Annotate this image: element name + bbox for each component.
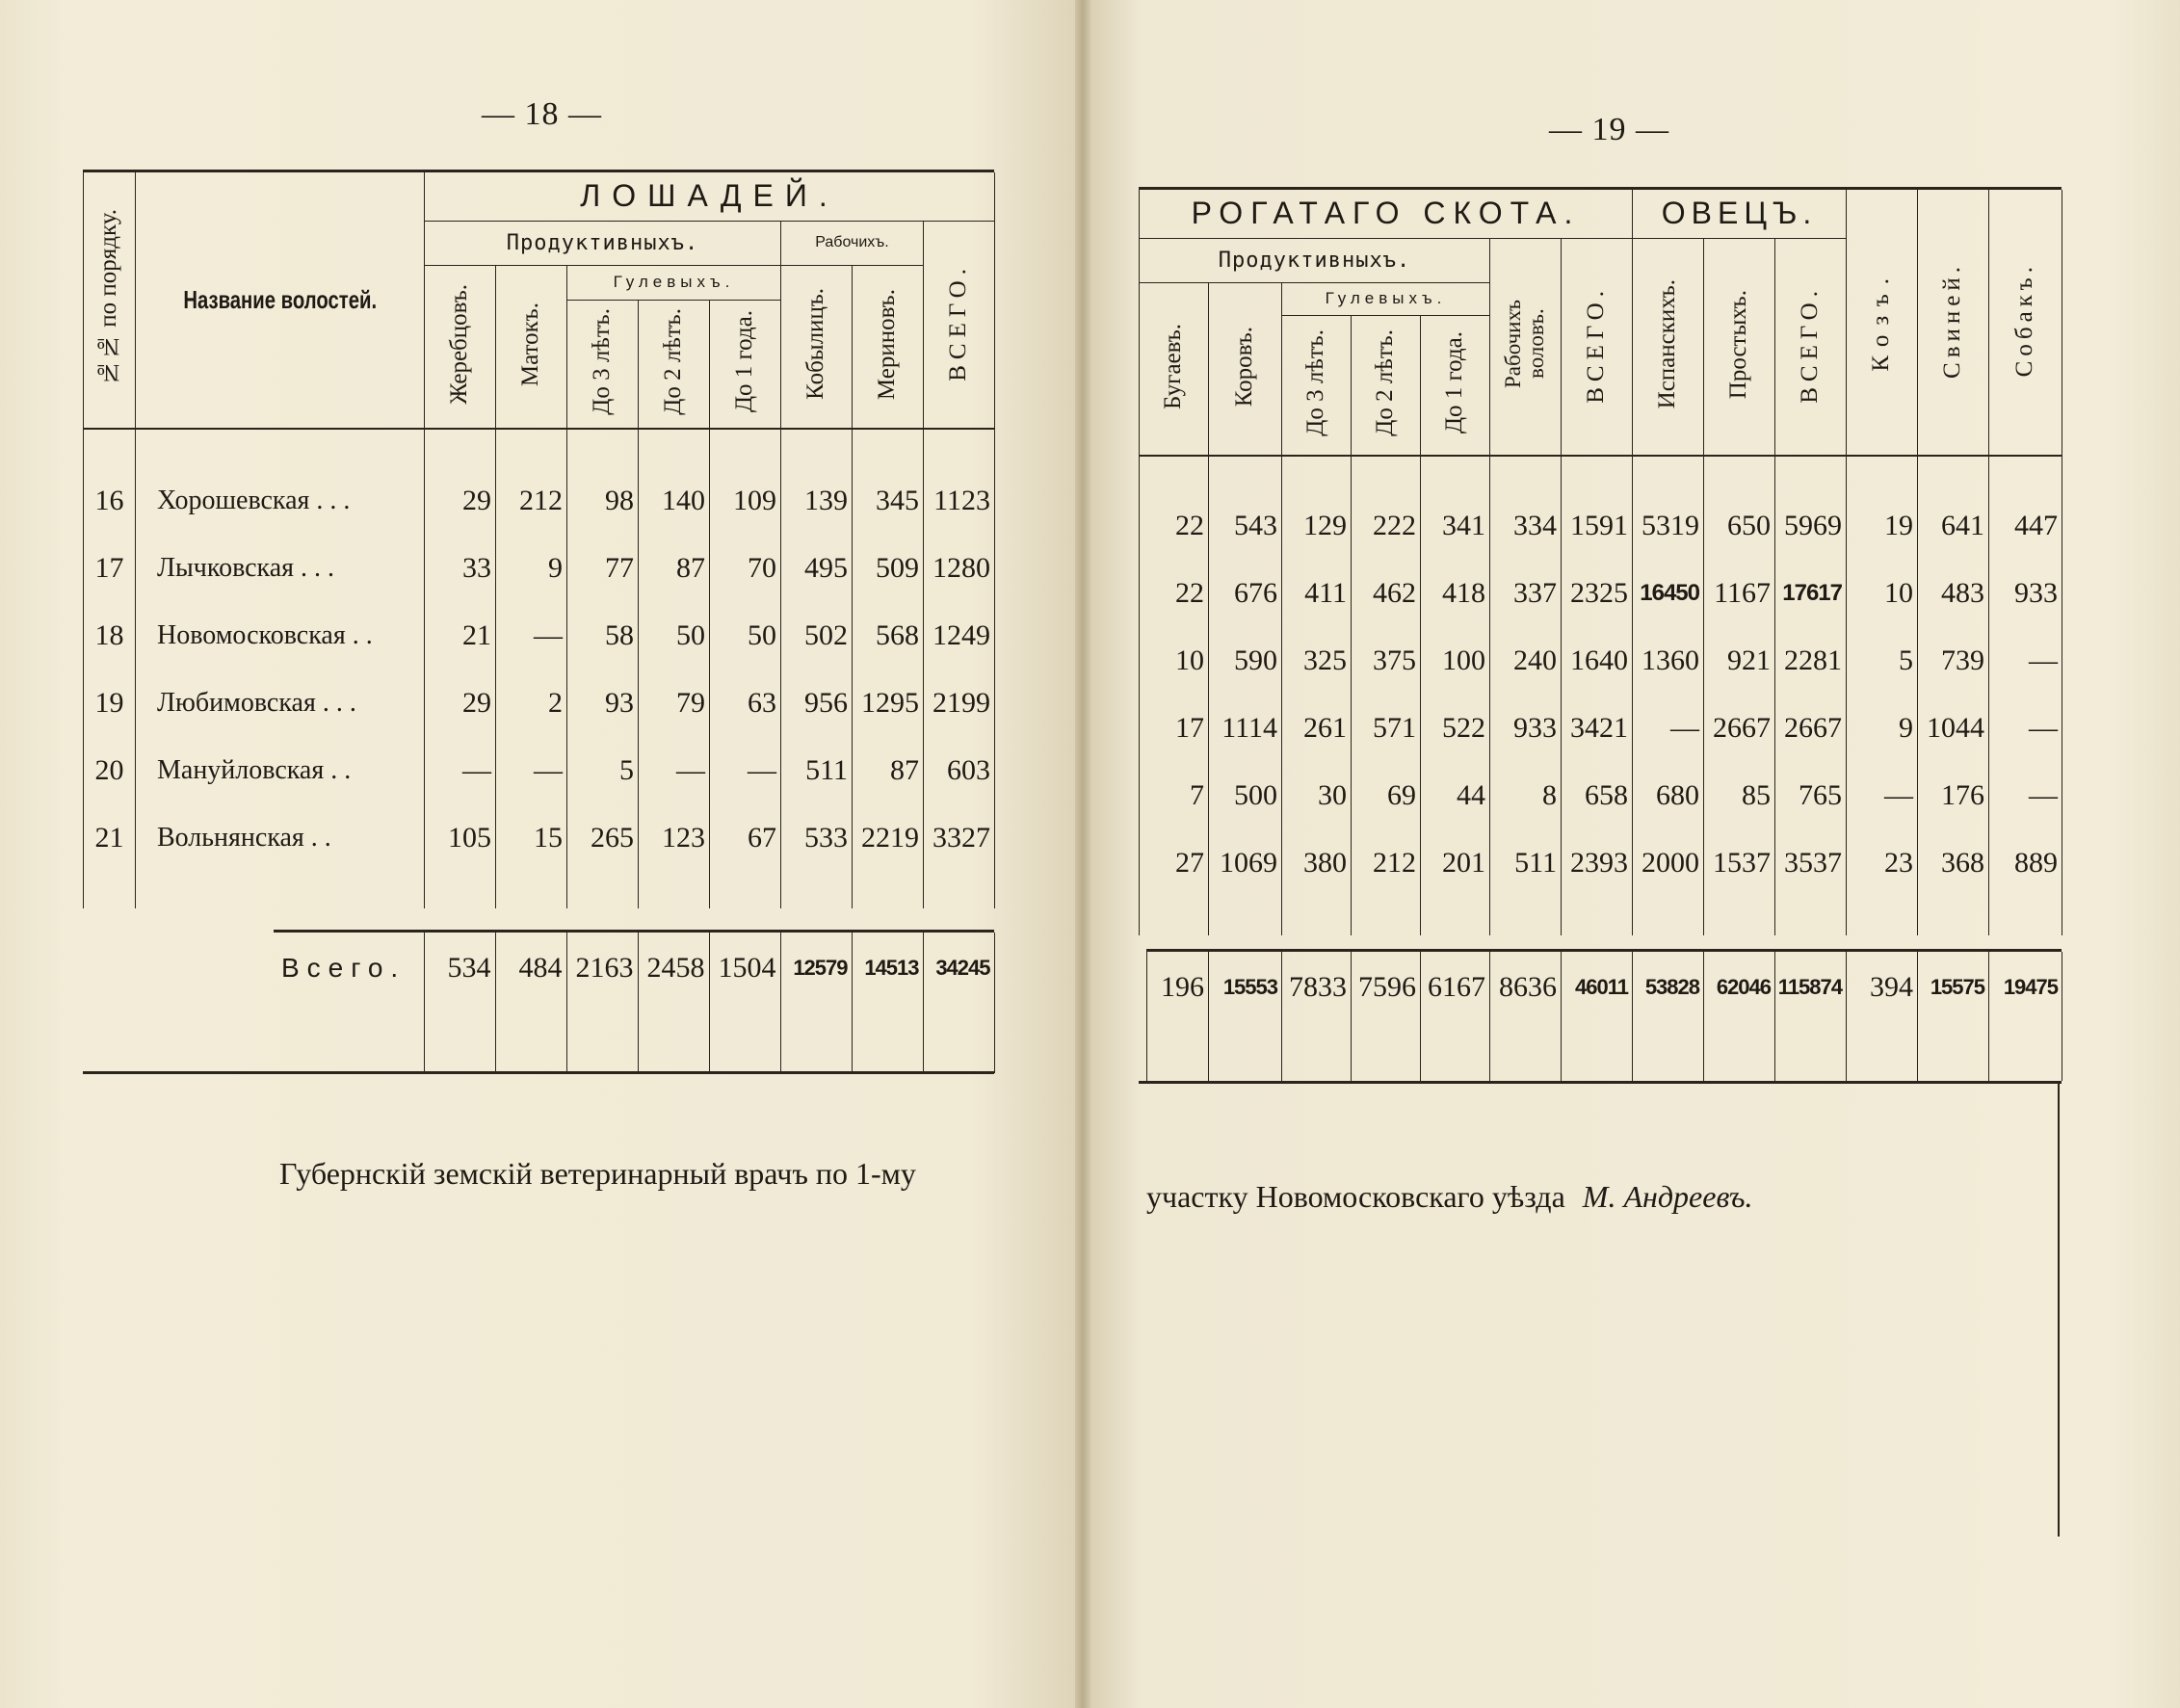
header-volost: Название волостей. bbox=[136, 172, 425, 429]
header-total: ВСЕГО. bbox=[924, 221, 995, 429]
header-cows: Коровъ. bbox=[1209, 282, 1282, 456]
header-working: Рабочихъ. bbox=[781, 221, 924, 265]
header-mares: Матокъ. bbox=[496, 265, 567, 429]
table-row: 17 1114 261 571 522 933 3421 — 2667 2667 9 1044 — bbox=[1140, 695, 2062, 762]
header-to3: До 3 лѣтъ. bbox=[567, 300, 639, 429]
header-simple: Простыхъ. bbox=[1704, 238, 1775, 456]
header-sheep-total: ВСЕГО. bbox=[1775, 238, 1847, 456]
table-row: 7 500 30 69 44 8 658 680 85 765 — 176 — bbox=[1140, 762, 2062, 829]
totals-row: 196 15553 7833 7596 6167 8636 46011 53828 62046 115874 394 15575 19475 bbox=[1147, 952, 2062, 1023]
page-number-left: — 18 — bbox=[482, 96, 602, 132]
header-dogs: Собакъ. bbox=[1989, 190, 2062, 456]
caption-left: Губернскій земскій ветеринарный врачъ по 1-му bbox=[279, 1156, 916, 1191]
table-row: 16 Хорошевская . . . 29 212 98 140 109 139 345 1123 bbox=[84, 467, 995, 535]
header-to1-cattle: До 1 года. bbox=[1421, 315, 1490, 456]
header-cattle: РОГАТАГО СКОТА. bbox=[1140, 190, 1633, 238]
table-row: 18 Новомосковская . . 21 — 58 50 50 502 568 1249 bbox=[84, 602, 995, 670]
horses-table bbox=[83, 172, 995, 908]
signature: М. Андреевъ. bbox=[1582, 1179, 1753, 1214]
page-number-right: — 19 — bbox=[1549, 112, 1669, 147]
header-sheep: ОВЕЦЪ. bbox=[1633, 190, 1847, 238]
header-bulls: Бугаевъ. bbox=[1140, 282, 1209, 456]
caption-right-text: участку Новомосковскаго уѣзда bbox=[1146, 1179, 1565, 1214]
header-to3-cattle: До 3 лѣтъ. bbox=[1282, 315, 1352, 456]
header-cattle-total: ВСЕГО. bbox=[1562, 238, 1633, 456]
table-row: 22 543 129 222 341 334 1591 5319 650 5969 19 641 447 bbox=[1140, 492, 2062, 560]
header-spanish: Испанскихъ. bbox=[1633, 238, 1704, 456]
header-productive-cattle: Продуктивныхъ. bbox=[1140, 238, 1490, 282]
header-goats: Козъ. bbox=[1847, 190, 1918, 456]
header-gulevykh: Гулевыхъ. bbox=[567, 265, 781, 300]
book-gutter bbox=[1075, 0, 1090, 1708]
header-pigs: Свиней. bbox=[1918, 190, 1989, 456]
right-bottom-rule bbox=[1139, 1081, 2062, 1084]
cattle-totals bbox=[1146, 952, 2062, 1081]
header-horses: ЛОШАДЕЙ. bbox=[425, 172, 995, 221]
horses-totals bbox=[274, 933, 995, 1073]
header-row-no: №№ по порядку. bbox=[84, 172, 136, 429]
left-bottom-rule bbox=[83, 1071, 994, 1074]
header-gulevykh-cattle: Гулевыхъ. bbox=[1282, 282, 1490, 315]
totals-row: Всего. 534 484 2163 2458 1504 12579 14513 34245 bbox=[274, 933, 994, 1004]
header-kobyly: Кобылицъ. bbox=[781, 265, 853, 429]
cattle-table bbox=[1139, 190, 2062, 935]
header-foals: Жеребцовъ. bbox=[425, 265, 496, 429]
header-to2: До 2 лѣтъ. bbox=[639, 300, 710, 429]
header-to1: До 1 года. bbox=[710, 300, 781, 429]
table-row: 20 Мануйловская . . — — 5 — — 511 87 603 bbox=[84, 737, 995, 804]
right-edge-line bbox=[2058, 1084, 2060, 1537]
header-merinov: Мериновъ. bbox=[853, 265, 924, 429]
table-row: 27 1069 380 212 201 511 2393 2000 1537 3537 23 368 889 bbox=[1140, 829, 2062, 897]
table-row: 19 Любимовская . . . 29 2 93 79 63 956 1295 2199 bbox=[84, 670, 995, 737]
header-productive: Продуктивныхъ. bbox=[425, 221, 781, 265]
header-to2-cattle: До 2 лѣтъ. bbox=[1352, 315, 1421, 456]
table-row: 17 Лычковская . . . 33 9 77 87 70 495 509 1280 bbox=[84, 535, 995, 602]
caption-right bbox=[1146, 1179, 1753, 1215]
table-row: 10 590 325 375 100 240 1640 1360 921 2281 5 739 — bbox=[1140, 627, 2062, 695]
table-row: 22 676 411 462 418 337 2325 16450 1167 17617 10 483 933 bbox=[1140, 560, 2062, 627]
table-row: 21 Вольнянская . . 105 15 265 123 67 533 2219 3327 bbox=[84, 804, 995, 872]
header-oxen: Рабочихъ воловъ. bbox=[1490, 238, 1562, 456]
